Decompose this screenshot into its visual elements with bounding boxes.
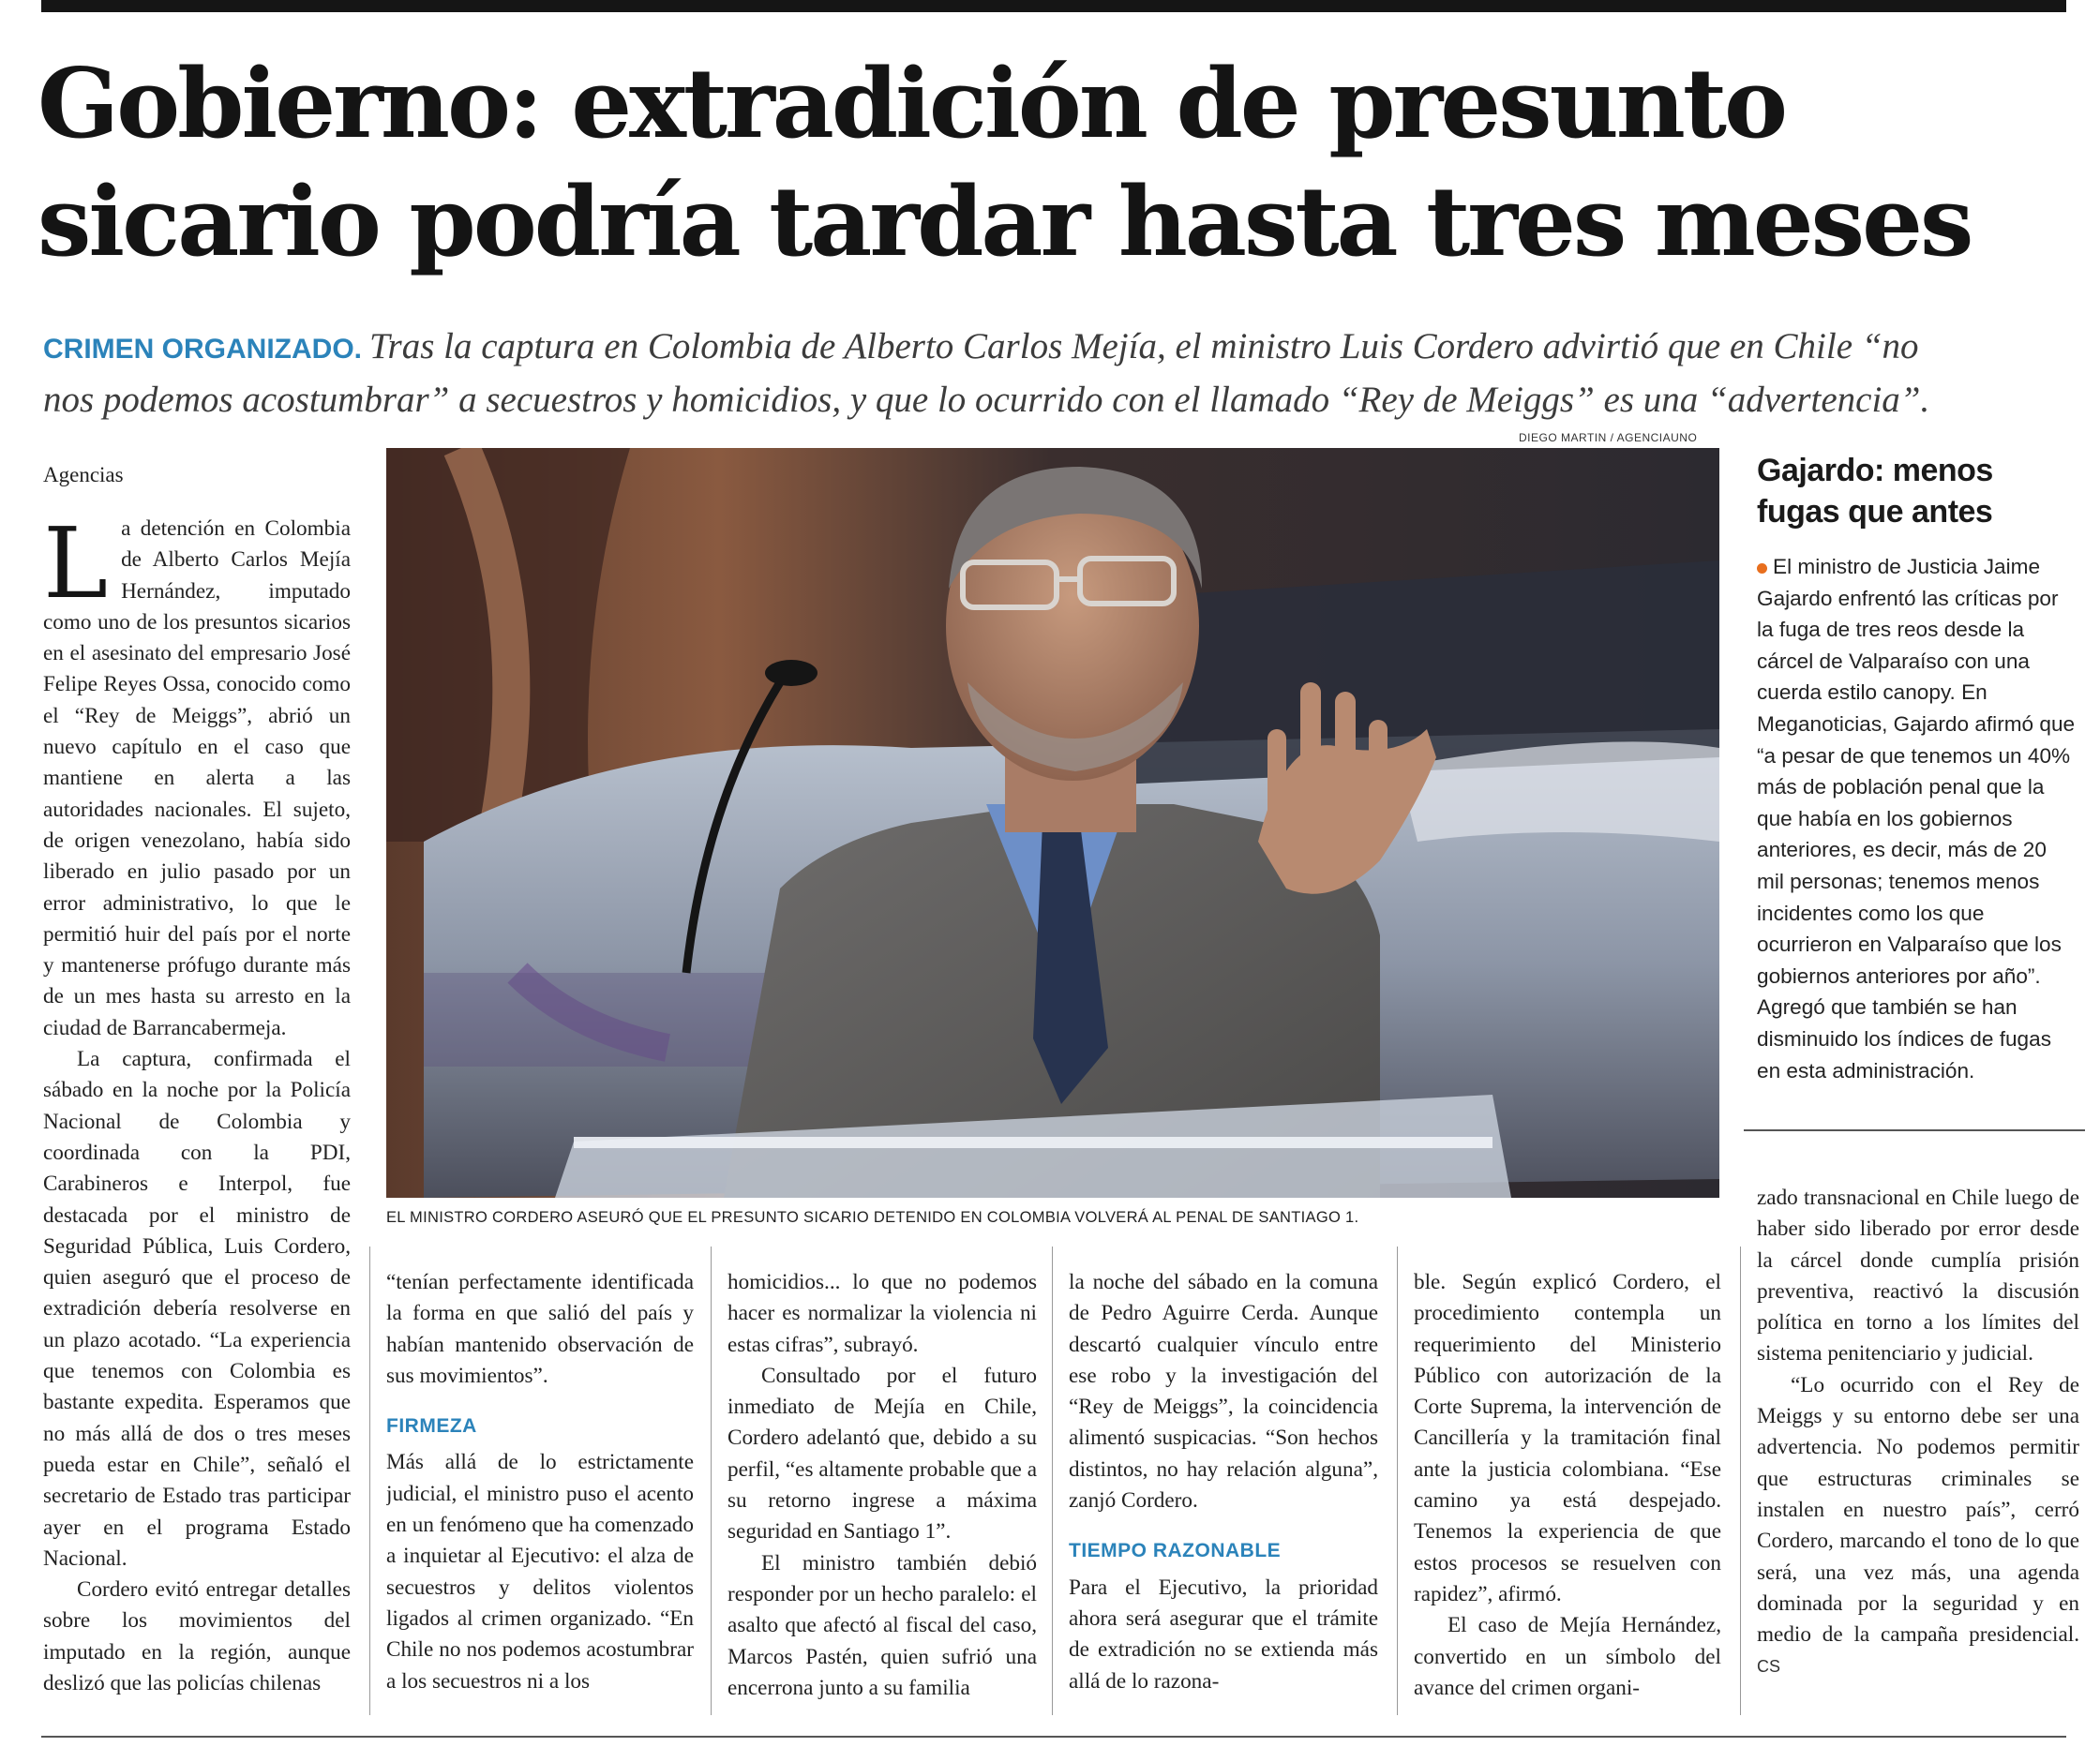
article-paragraph: Para el Ejecutivo, la prioridad ahora será asegurar que el trámite de extradición no se extienda más allá de lo razona- <box>1069 1575 1378 1694</box>
end-mark-icon: CS <box>1757 1657 1781 1677</box>
byline: Agencias <box>43 463 124 486</box>
article-paragraph: homicidios... lo que no podemos hacer es normalizar la violencia ni estas cifras”, subrayó. <box>728 1270 1037 1357</box>
top-rule <box>41 0 2066 12</box>
column-rule <box>1740 1247 1741 1715</box>
article-paragraph: La captura, confirmada el sábado en la noche por la Policía Nacional de Colombia y coordinada con la PDI, Carabineros e Interpol, fue destacada por el ministro de Seguridad Pública, Luis Cordero, quien aseguró que el proceso de extradición debería resolverse en un plazo acotado. “La experiencia que tenemos con Colombia es bastante expedita. Esperamos que no más allá de dos o tres meses pueda estar en Chile”, señaló el secretario de Estado tras participar ayer en el programa Estado Nacional. <box>43 1047 351 1571</box>
dropcap: L <box>43 514 109 620</box>
subhead-firmeza: FIRMEZA <box>386 1415 477 1438</box>
article-column-2 <box>386 1267 694 1717</box>
deck-line-2: nos podemos acostumbrar” a secuestros y homicidios, y que lo ocurrido con el llamado “Rey de Meiggs” es una “advertencia”. <box>43 380 1930 420</box>
article-column-1 <box>43 514 351 1732</box>
article-paragraph: Consultado por el futuro inmediato de Mejía en Chile, Cordero adelantó que, debido a su perfil, “es altamente probable que a su retorno ingrese a máxima seguridad en Santiago 1”. <box>728 1363 1037 1545</box>
photo-illustration <box>386 448 1719 1198</box>
sidebar-title <box>1757 450 2076 532</box>
article-paragraph: Más allá de lo estrictamente judicial, el ministro puso el acento en un fenómeno que ha comenzado a inquietar al Ejecutivo: el alza de secuestros y delitos violentos ligados al crimen organizado. “En Chile no nos podemos acostumbrar a los secuestros ni a los <box>386 1450 694 1694</box>
article-paragraph: ble. Según explicó Cordero, el procedimiento contempla un requerimiento del Ministerio Público con autorización de la Corte Suprema, la intervención de Cancillería y la tramitación final ante la justicia colombiana. “Ese camino ya está despejado. Tenemos la experiencia de que estos procesos se resuelven con rapidez”, afirmó. <box>1414 1270 1721 1606</box>
article-column-5 <box>1414 1267 1721 1717</box>
bullet-icon <box>1757 563 1767 574</box>
photo-credit: DIEGO MARTIN / AGENCIAUNO <box>1519 431 1698 444</box>
column-rule <box>1052 1247 1053 1715</box>
column-rule <box>369 1247 370 1715</box>
sidebar-title-line-2: fugas que antes <box>1757 494 1993 530</box>
column-rule <box>1397 1247 1398 1715</box>
article-paragraph: “Lo ocurrido con el Rey de Meiggs y su entorno debe ser una advertencia. No podemos permitir que estructuras criminales se instalen en nuestro país”, cerró Cordero, marcando el tono de lo que será, una vez más, una agenda dominada por la seguridad y en medio de la campaña presidencial. CS <box>1757 1372 2079 1677</box>
sidebar-text: El ministro de Justicia Jaime Gajardo enfrentó las críticas por la fuga de tres reos desde la cárcel de Valparaíso con una cuerda estilo canopy. En Meganoticias, Gajardo afirmó que “a pesar de que tenemos un 40% más de población penal que la que había en los gobiernos anteriores, es decir, más de 20 mil personas; tenemos menos incidentes como los que ocurrieron en Valparaíso que los gobiernos anteriores por año”. Agregó que también se han disminuido los índices de fugas en esta administración. <box>1757 555 2076 1083</box>
headline-line-1: Gobierno: extradición de presunto <box>38 48 1786 160</box>
photo-minister <box>386 448 1719 1198</box>
bottom-rule <box>41 1736 2066 1738</box>
headline <box>38 45 2072 281</box>
article-paragraph: La detención en Colombia de Alberto Carlos Mejía Hernández, imputado como uno de los presuntos sicarios en el asesinato del empresario José Felipe Reyes Ossa, conocido como el “Rey de Meiggs”, abrió un nuevo capítulo en el caso que mantiene en alerta a las autoridades nacionales. El sujeto, de origen venezolano, había sido liberado en julio pasado por un error administrativo, lo que le permitió huir del país por el norte y mantenerse prófugo durante más de un mes hasta su arresto en la ciudad de Barrancabermeja. <box>43 514 351 1040</box>
article-paragraph: zado transnacional en Chile luego de haber sido liberado por error desde la cárcel donde cumplía prisión preventiva, reactivó la discusión política en torno a los límites del sistema penitenciario y judicial. <box>1757 1186 2079 1366</box>
sidebar-divider <box>1744 1129 2085 1131</box>
sidebar-body <box>1757 551 2079 1086</box>
subhead-tiempo-razonable: TIEMPO RAZONABLE <box>1069 1540 1282 1562</box>
article-paragraph: la noche del sábado en la comuna de Pedro Aguirre Cerda. Aunque descartó cualquier vínculo entre ese robo y la investigación del “Rey de Meiggs”, la coincidencia alimentó suspicacias. “Son hechos distintos, no hay relación alguna”, zanjó Cordero. <box>1069 1270 1378 1514</box>
article-paragraph: Cordero evitó entregar detalles sobre los movimientos del imputado en la región, aunque deslizó que las policías chilenas <box>43 1577 351 1695</box>
article-paragraph: El ministro también debió responder por un hecho paralelo: el asalto que afectó al fiscal del caso, Marcos Pastén, quien sufrió una encerrona junto a su familia <box>728 1550 1037 1700</box>
column-rule <box>711 1247 712 1715</box>
article-column-3 <box>728 1267 1037 1717</box>
article-column-4 <box>1069 1267 1378 1717</box>
headline-line-2: sicario podría tardar hasta tres meses <box>38 166 1972 278</box>
article-column-6 <box>1757 1183 2079 1726</box>
deck-kicker: CRIMEN ORGANIZADO. <box>43 334 362 365</box>
photo-caption: EL MINISTRO CORDERO ASEURÓ QUE EL PRESUNTO SICARIO DETENIDO EN COLOMBIA VOLVERÁ AL PENAL DE SANTIAGO 1. <box>386 1209 1359 1226</box>
article-paragraph: El caso de Mejía Hernández, convertido en un símbolo del avance del crimen organi- <box>1414 1613 1721 1700</box>
sidebar-title-line-1: Gajardo: menos <box>1757 453 1993 488</box>
article-paragraph: “tenían perfectamente identificada la forma en que salió del país y habían mantenido observación de sus movimientos”. <box>386 1270 694 1388</box>
deck <box>43 321 2078 426</box>
deck-line-1: Tras la captura en Colombia de Alberto Carlos Mejía, el ministro Luis Cordero advirtió que en Chile “no <box>369 326 1919 366</box>
